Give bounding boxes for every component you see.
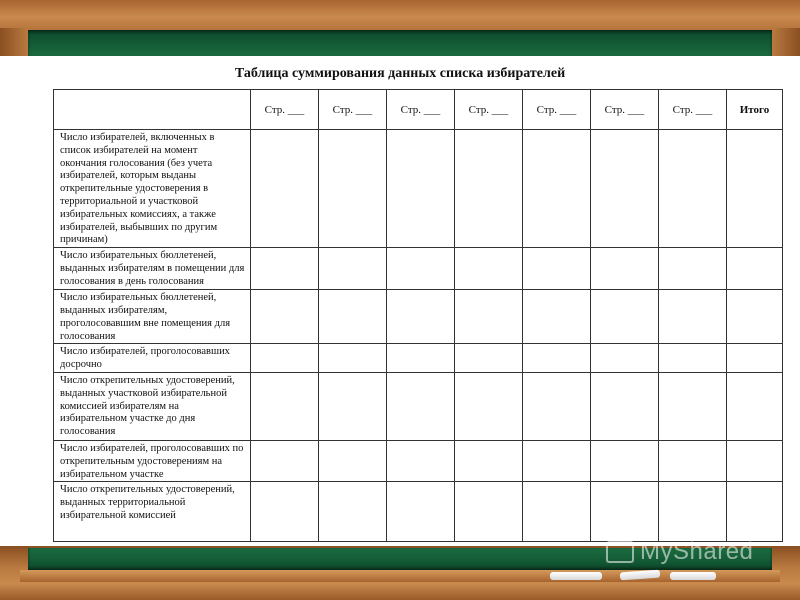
data-cell bbox=[251, 372, 319, 440]
header-page-cell: Стр. ___ bbox=[591, 90, 659, 130]
header-page-cell: Стр. ___ bbox=[387, 90, 455, 130]
data-cell bbox=[727, 344, 783, 373]
data-cell bbox=[591, 344, 659, 373]
data-cell bbox=[659, 372, 727, 440]
data-cell bbox=[387, 482, 455, 542]
chalk-ledge bbox=[20, 570, 780, 582]
data-cell bbox=[251, 440, 319, 481]
data-cell bbox=[251, 290, 319, 344]
data-cell bbox=[523, 248, 591, 290]
data-cell bbox=[523, 344, 591, 373]
data-cell bbox=[251, 344, 319, 373]
row-label: Число открепительных удостоверений, выданных участковой избирательной комиссией избирателям на избирательном участке до дня голосования bbox=[54, 372, 251, 440]
chalk-piece bbox=[620, 570, 660, 581]
data-cell bbox=[387, 248, 455, 290]
data-cell bbox=[659, 344, 727, 373]
data-cell bbox=[727, 482, 783, 542]
data-cell bbox=[591, 372, 659, 440]
data-cell bbox=[523, 482, 591, 542]
data-cell bbox=[591, 290, 659, 344]
row-label: Число избирателей, включенных в список избирателей на момент окончания голосования (без учета избирателей, которым выданы открепительные удостоверения в территориальной и участковой избирательных комиссиях, а также избирателей, выбывших по другим причинам) bbox=[54, 130, 251, 248]
chalk-piece bbox=[670, 572, 716, 580]
data-cell bbox=[591, 130, 659, 248]
chalk-piece bbox=[550, 572, 602, 580]
data-cell bbox=[455, 372, 523, 440]
data-cell bbox=[455, 482, 523, 542]
data-cell bbox=[727, 130, 783, 248]
data-cell bbox=[387, 130, 455, 248]
header-page-cell: Стр. ___ bbox=[659, 90, 727, 130]
row-label: Число избирательных бюллетеней, выданных избирателям, проголосовавшим вне помещения для голосования bbox=[54, 290, 251, 344]
data-cell bbox=[455, 344, 523, 373]
data-cell bbox=[455, 130, 523, 248]
frame-corner-left bbox=[0, 28, 28, 56]
table-row bbox=[54, 440, 783, 481]
header-page-cell: Стр. ___ bbox=[455, 90, 523, 130]
data-cell bbox=[251, 130, 319, 248]
header-page-cell: Стр. ___ bbox=[523, 90, 591, 130]
row-label: Число избирательных бюллетеней, выданных избирателям в помещении для голосования в день голосования bbox=[54, 248, 251, 290]
data-cell bbox=[319, 482, 387, 542]
data-cell bbox=[727, 248, 783, 290]
data-cell bbox=[591, 440, 659, 481]
table-row bbox=[54, 290, 783, 344]
data-cell bbox=[523, 290, 591, 344]
data-cell bbox=[387, 344, 455, 373]
row-label: Число избирателей, проголосовавших по открепительным удостоверениям на избирательном участке bbox=[54, 440, 251, 481]
row-label: Число избирателей, проголосовавших досрочно bbox=[54, 344, 251, 373]
row-label: Число открепительных удостоверений, выданных территориальной избирательной комиссией bbox=[54, 482, 251, 542]
data-cell bbox=[319, 344, 387, 373]
table-row bbox=[54, 130, 783, 248]
watermark-text: MyShared bbox=[640, 538, 754, 565]
data-cell bbox=[659, 248, 727, 290]
data-cell bbox=[523, 440, 591, 481]
data-cell bbox=[387, 372, 455, 440]
data-cell bbox=[251, 482, 319, 542]
table-row bbox=[54, 372, 783, 440]
data-cell bbox=[659, 440, 727, 481]
data-cell bbox=[455, 290, 523, 344]
table-row bbox=[54, 344, 783, 373]
data-cell bbox=[659, 482, 727, 542]
frame-corner-right bbox=[772, 28, 800, 56]
data-cell bbox=[319, 290, 387, 344]
data-cell bbox=[591, 482, 659, 542]
table-row bbox=[54, 482, 783, 542]
header-row bbox=[54, 90, 783, 130]
summary-table bbox=[53, 89, 783, 542]
data-cell bbox=[319, 372, 387, 440]
data-cell bbox=[727, 372, 783, 440]
data-cell bbox=[727, 290, 783, 344]
data-cell bbox=[319, 440, 387, 481]
data-cell bbox=[387, 440, 455, 481]
chalkboard-strip-top bbox=[28, 30, 772, 56]
data-cell bbox=[591, 248, 659, 290]
data-cell bbox=[727, 440, 783, 481]
data-cell bbox=[523, 372, 591, 440]
table-row bbox=[54, 248, 783, 290]
header-empty-cell bbox=[54, 90, 251, 130]
data-cell bbox=[455, 248, 523, 290]
data-cell bbox=[455, 440, 523, 481]
data-cell bbox=[251, 248, 319, 290]
header-total-cell: Итого bbox=[727, 90, 783, 130]
data-cell bbox=[319, 248, 387, 290]
data-cell bbox=[319, 130, 387, 248]
data-cell bbox=[659, 130, 727, 248]
header-page-cell: Стр. ___ bbox=[319, 90, 387, 130]
data-cell bbox=[523, 130, 591, 248]
table-title: Таблица суммирования данных списка избирателей bbox=[234, 66, 566, 81]
data-cell bbox=[659, 290, 727, 344]
header-page-cell: Стр. ___ bbox=[251, 90, 319, 130]
data-cell bbox=[387, 290, 455, 344]
